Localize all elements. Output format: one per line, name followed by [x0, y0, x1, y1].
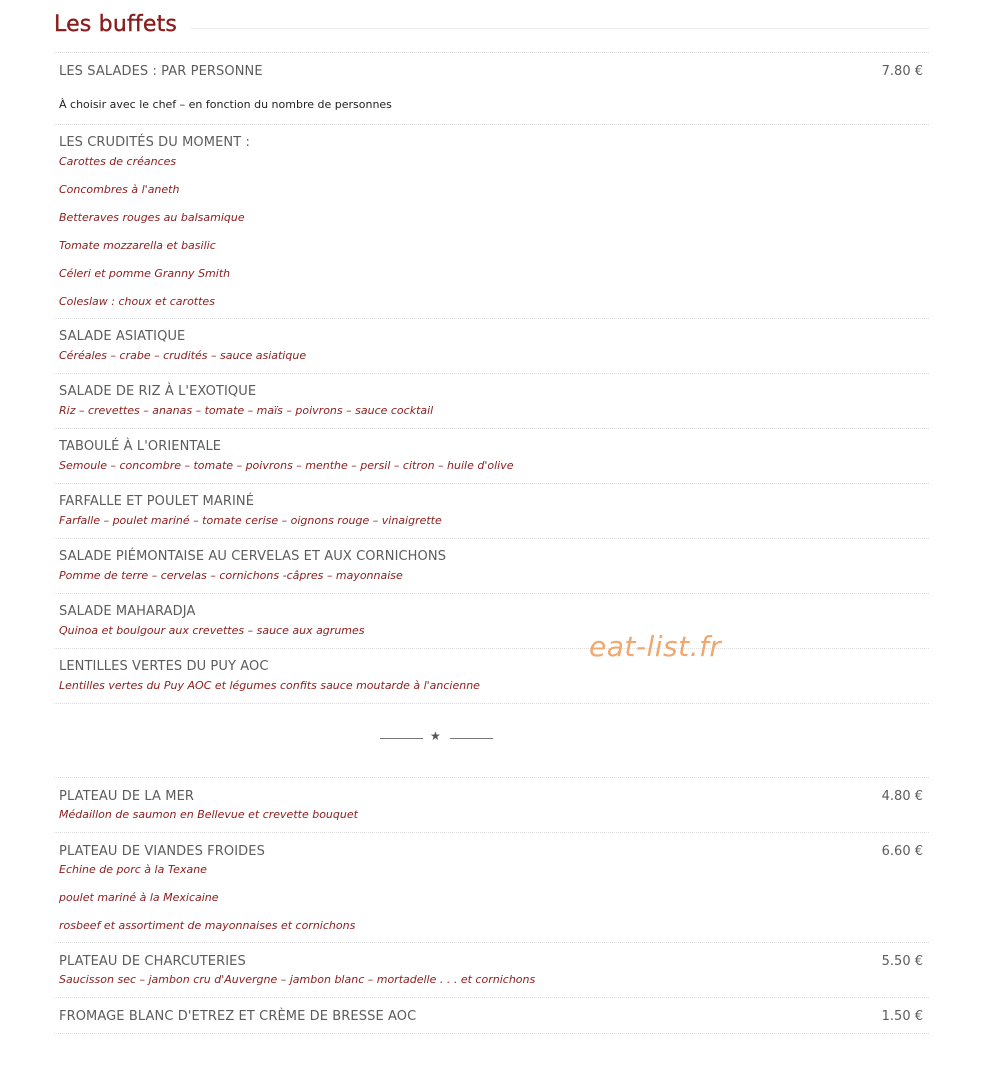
item-desc: Médaillon de saumon en Bellevue et crevette bouquet: [59, 808, 358, 821]
title-rule: [191, 28, 929, 29]
item-desc: Lentilles vertes du Puy AOC et légumes confits sauce moutarde à l'ancienne: [59, 679, 480, 692]
item-desc: Coleslaw : choux et carottes: [59, 295, 215, 308]
item-desc: Riz – crevettes – ananas – tomate – maïs – poivrons – sauce cocktail: [59, 404, 434, 417]
item-desc: Semoule – concombre – tomate – poivrons – menthe – persil – citron – huile d'olive: [59, 459, 514, 472]
item-desc: Céleri et pomme Granny Smith: [59, 267, 231, 280]
menu-item-crudites: [54, 124, 929, 318]
menu-item-farfalle: [54, 483, 929, 538]
item-name: PLATEAU DE CHARCUTERIES: [59, 954, 246, 969]
item-name: FARFALLE ET POULET MARINÉ: [59, 494, 255, 509]
item-desc: Tomate mozzarella et basilic: [59, 239, 216, 252]
item-desc: Concombres à l'aneth: [59, 183, 180, 196]
item-name: SALADE MAHARADJA: [59, 604, 196, 619]
item-name: LES CRUDITÉS DU MOMENT :: [59, 135, 250, 150]
star-icon: ★: [430, 729, 441, 743]
item-name: LENTILLES VERTES DU PUY AOC: [59, 659, 269, 674]
item-desc: Céréales – crabe – crudités – sauce asiatique: [59, 349, 307, 362]
note-text: À choisir avec le chef – en fonction du nombre de personnes: [59, 98, 392, 111]
item-name: FROMAGE BLANC D'ETREZ ET CRÈME DE BRESSE AOC: [59, 1009, 417, 1024]
item-name: PLATEAU DE VIANDES FROIDES: [59, 844, 265, 859]
menu-item-riz: [54, 373, 929, 428]
item-price: 4.80 €: [881, 789, 923, 804]
item-desc: Carottes de créances: [59, 155, 177, 168]
item-price: 5.50 €: [881, 954, 923, 969]
item-desc: Farfalle – poulet mariné – tomate cerise – oignons rouge – vinaigrette: [59, 514, 442, 527]
divider-line-right: [450, 738, 493, 739]
item-name: SALADE DE RIZ À L'EXOTIQUE: [59, 384, 257, 399]
watermark: eat-list.fr: [589, 630, 722, 663]
item-desc: Saucisson sec – jambon cru d'Auvergne – jambon blanc – mortadelle . . . et cornichons: [59, 973, 536, 986]
item-desc: poulet mariné à la Mexicaine: [59, 891, 219, 904]
item-name: SALADE PIÉMONTAISE AU CERVELAS ET AUX CORNICHONS: [59, 549, 447, 564]
menu-item-taboule: [54, 428, 929, 483]
item-desc: Pomme de terre – cervelas – cornichons -câpres – mayonnaise: [59, 569, 403, 582]
page-title: Les buffets: [54, 12, 178, 37]
item-desc: Quinoa et boulgour aux crevettes – sauce aux agrumes: [59, 624, 365, 637]
item-name: TABOULÉ À L'ORIENTALE: [59, 439, 222, 454]
item-name: PLATEAU DE LA MER: [59, 789, 195, 804]
bottom-rule: [54, 1033, 929, 1035]
menu-item-piemontaise: [54, 538, 929, 593]
section-header: [54, 0, 929, 52]
menu-item-lentilles: [54, 648, 929, 703]
item-price: 7.80 €: [881, 64, 923, 79]
item-desc: Echine de porc à la Texane: [59, 863, 207, 876]
menu-item-plateau-viandes: [54, 832, 929, 942]
menu-container: [54, 0, 929, 1035]
item-price: 1.50 €: [881, 1009, 923, 1024]
menu-item-fromage: [54, 997, 929, 1033]
menu-item-asiatique: [54, 318, 929, 373]
menu-note: [54, 88, 929, 124]
item-name: SALADE ASIATIQUE: [59, 329, 186, 344]
item-name: LES SALADES : PAR PERSONNE: [59, 64, 263, 79]
menu-item-maharadja: [54, 593, 929, 648]
item-desc: rosbeef et assortiment de mayonnaises et cornichons: [59, 919, 356, 932]
divider-line-left: [380, 738, 423, 739]
menu-item-salades: [54, 52, 929, 88]
menu-item-plateau-mer: [54, 777, 929, 832]
item-price: 6.60 €: [881, 844, 923, 859]
menu-item-plateau-charcuteries: [54, 942, 929, 997]
section-divider: [380, 729, 493, 749]
item-desc: Betteraves rouges au balsamique: [59, 211, 245, 224]
